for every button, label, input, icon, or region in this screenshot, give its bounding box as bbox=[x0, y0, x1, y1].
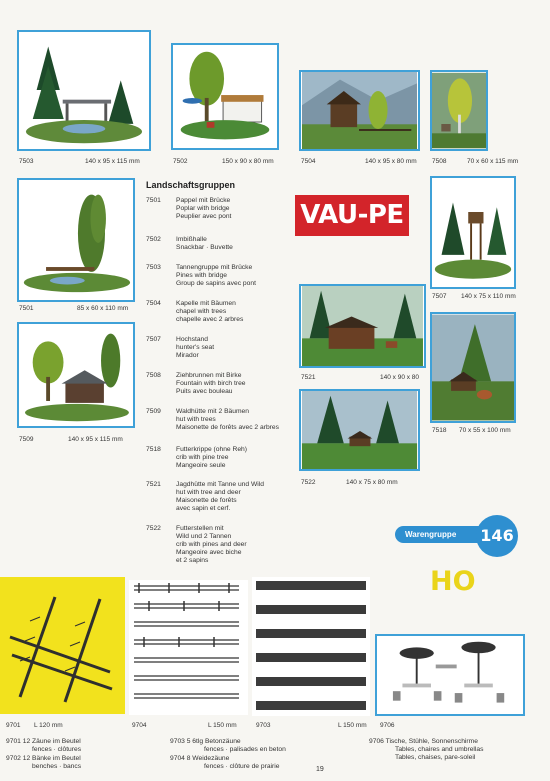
photo-7501 bbox=[17, 178, 135, 302]
entry-text bbox=[176, 336, 214, 360]
entry-text bbox=[176, 264, 256, 288]
fountain-birch-image bbox=[432, 72, 486, 149]
caption-code: 7518 bbox=[432, 427, 447, 434]
caption-size: 150 x 90 x 80 mm bbox=[222, 158, 274, 165]
entry-line: Poplar with bridge bbox=[176, 205, 230, 212]
entry-line: Ziehbrunnen mit Birke bbox=[176, 372, 242, 379]
entry-line: chapel with trees bbox=[176, 308, 227, 315]
entry-line: Futterkrippe (ohne Reh) bbox=[176, 446, 247, 453]
entry-text bbox=[176, 372, 246, 396]
entry-number: 7502 bbox=[146, 236, 161, 243]
hunters-seat-image bbox=[432, 178, 514, 287]
caption-code: 9701 bbox=[6, 722, 21, 729]
entry-line: hunter's seat bbox=[176, 344, 215, 351]
caption-size: 140 x 90 x 80 bbox=[380, 374, 420, 381]
entry-line: Snackbar · Buvette bbox=[176, 244, 233, 251]
entry-text bbox=[176, 481, 264, 513]
entry-line: Group de sapins avec pont bbox=[176, 280, 256, 287]
entry-line: Fountain with birch tree bbox=[176, 380, 246, 387]
pasture-fences-image bbox=[129, 580, 248, 715]
hunting-hut-image bbox=[301, 286, 424, 366]
entry-line: Peuplier avec pont bbox=[176, 213, 232, 220]
entry-number: 7522 bbox=[146, 525, 161, 532]
entry-number: 7503 bbox=[146, 264, 161, 271]
caption-code: 7503 bbox=[19, 158, 34, 165]
caption-size: 140 x 75 x 80 mm bbox=[346, 479, 398, 486]
entry-number: 7518 bbox=[146, 446, 161, 453]
fence-photo-9704 bbox=[129, 580, 248, 715]
fence-photo-9703 bbox=[252, 577, 370, 716]
entry-line: Wild und 2 Tannen bbox=[176, 533, 232, 540]
warengruppe-number: 146 bbox=[476, 515, 518, 557]
entry-text bbox=[176, 300, 243, 324]
entry-line: Futterstellen mit bbox=[176, 525, 224, 532]
entry-text bbox=[176, 408, 279, 432]
entry-number: 7508 bbox=[146, 372, 161, 379]
text-9703: 9703 5 6tlg Betonzäune bbox=[170, 738, 241, 745]
entry-line: Mirador bbox=[176, 352, 199, 359]
entry-line: Pappel mit Brücke bbox=[176, 197, 231, 204]
caption-code: 9703 bbox=[256, 722, 271, 729]
caption-size: 70 x 60 x 115 mm bbox=[467, 158, 519, 165]
photo-7509 bbox=[17, 322, 135, 428]
caption-size: 140 x 95 x 80 mm bbox=[365, 158, 417, 165]
entry-line: Puits avec bouleau bbox=[176, 388, 233, 395]
text-9701: 9701 12 Zäune im Beutel bbox=[6, 738, 81, 745]
entry-line: Mangeoire seule bbox=[176, 462, 226, 469]
photo-9706 bbox=[375, 634, 525, 716]
entry-text bbox=[176, 197, 231, 221]
entry-line: crib with pine tree bbox=[176, 454, 229, 461]
poplar-bridge-image bbox=[19, 180, 133, 300]
entry-number: 7507 bbox=[146, 336, 161, 343]
entry-line: Waldhütte mit 2 Bäumen bbox=[176, 408, 249, 415]
caption-size: 140 x 75 x 110 mm bbox=[461, 293, 516, 300]
photo-7518 bbox=[430, 312, 516, 423]
text-9704-en: fences · clôture de prairie bbox=[204, 763, 280, 770]
caption-code: 7502 bbox=[173, 158, 188, 165]
caption-code: 7504 bbox=[301, 158, 316, 165]
entry-line: hut with trees bbox=[176, 416, 216, 423]
caption-length: L 120 mm bbox=[34, 722, 63, 729]
caption-length: L 150 mm bbox=[338, 722, 367, 729]
text-9706-en: Tables, chaires and umbrellas bbox=[395, 746, 484, 753]
warengruppe-label: Warengruppe bbox=[395, 526, 497, 543]
text-9706: 9706 Tische, Stühle, Sonnenschirme bbox=[369, 738, 478, 745]
entry-line: crib with pines and deer bbox=[176, 541, 247, 548]
caption-code: 7508 bbox=[432, 158, 447, 165]
entry-line: hut with tree and deer bbox=[176, 489, 241, 496]
text-9702-en: benches · bancs bbox=[32, 763, 82, 770]
zigzag-fences-image bbox=[0, 577, 125, 714]
entry-line: Jagdhütte mit Tanne und Wild bbox=[176, 481, 264, 488]
text-9702: 9702 12 Bänke im Beutel bbox=[6, 755, 81, 762]
caption-size: 85 x 60 x 110 mm bbox=[77, 305, 129, 312]
photo-7521 bbox=[299, 284, 426, 368]
caption-code: 7501 bbox=[19, 305, 34, 312]
entry-line: avec sapin et cerf. bbox=[176, 505, 231, 512]
concrete-fences-image bbox=[252, 577, 370, 716]
feeding-crib-image bbox=[301, 391, 418, 469]
entry-line: Kapelle mit Bäumen bbox=[176, 300, 236, 307]
pine-group-bridge-image bbox=[19, 32, 149, 149]
entry-text bbox=[176, 446, 247, 470]
ho-scale-label: HO bbox=[430, 566, 476, 597]
entry-line: Mangeoire avec biche bbox=[176, 549, 242, 556]
entry-number: 7501 bbox=[146, 197, 161, 204]
photo-7502 bbox=[171, 43, 279, 150]
feeding-crib-pine-image bbox=[432, 314, 514, 421]
entry-line: Tannengruppe mit Brücke bbox=[176, 264, 253, 271]
photo-7507 bbox=[430, 176, 516, 289]
fence-photo-9701 bbox=[0, 577, 125, 714]
photo-7504 bbox=[299, 70, 420, 151]
caption-code: 9704 bbox=[132, 722, 147, 729]
photo-7522 bbox=[299, 389, 420, 471]
entry-line: Hochstand bbox=[176, 336, 208, 343]
caption-code: 7522 bbox=[301, 479, 316, 486]
caption-size: 140 x 95 x 115 mm bbox=[68, 436, 123, 443]
vau-pe-logo: VAU-PE bbox=[295, 195, 409, 236]
forest-hut-image bbox=[19, 324, 133, 426]
entry-text bbox=[176, 236, 233, 252]
section-title: Landschaftsgruppen bbox=[146, 180, 236, 190]
entry-number: 7521 bbox=[146, 481, 161, 488]
entry-text bbox=[176, 525, 247, 565]
entry-line: Maisonette de forêts avec 2 arbres bbox=[176, 424, 279, 431]
entry-line: Pines with bridge bbox=[176, 272, 227, 279]
caption-code: 7521 bbox=[301, 374, 316, 381]
caption-code: 7507 bbox=[432, 293, 447, 300]
snackbar-image bbox=[173, 45, 277, 148]
entry-line: chapelle avec 2 arbres bbox=[176, 316, 244, 323]
page-number: 19 bbox=[316, 766, 324, 773]
caption-code: 7509 bbox=[19, 436, 34, 443]
text-9703-en: fences · palisades en beton bbox=[204, 746, 286, 753]
text-9706-fr: Tables, chaises, pare-soleil bbox=[395, 754, 476, 761]
caption-size: 70 x 55 x 100 mm bbox=[459, 427, 511, 434]
caption-size: 140 x 95 x 115 mm bbox=[85, 158, 140, 165]
entry-line: Maisonette de forêts bbox=[176, 497, 237, 504]
entry-number: 7504 bbox=[146, 300, 161, 307]
entry-line: Imbißhalle bbox=[176, 236, 207, 243]
tables-umbrellas-image bbox=[377, 636, 523, 714]
chapel-image bbox=[301, 72, 418, 149]
entry-number: 7509 bbox=[146, 408, 161, 415]
entry-line: et 2 sapins bbox=[176, 557, 209, 564]
photo-7508 bbox=[430, 70, 488, 151]
text-9704: 9704 8 Weidezäune bbox=[170, 755, 230, 762]
text-9701-en: fences · clôtures bbox=[32, 746, 82, 753]
caption-length: L 150 mm bbox=[208, 722, 237, 729]
photo-7503 bbox=[17, 30, 151, 151]
caption-code: 9706 bbox=[380, 722, 395, 729]
